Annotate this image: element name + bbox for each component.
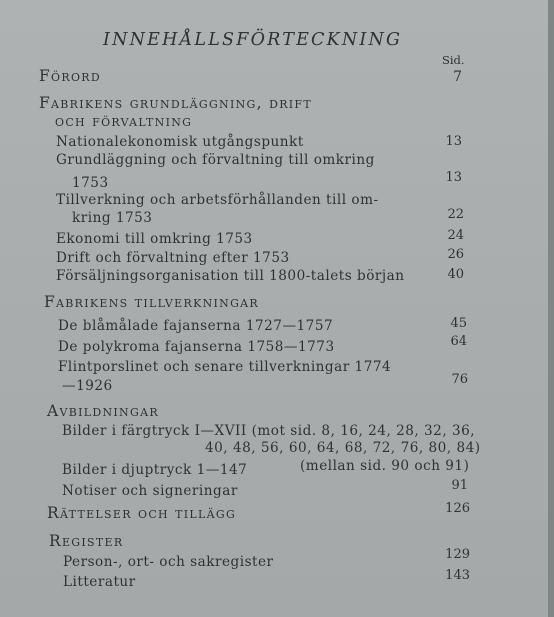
toc-entry-cont: —1926 xyxy=(62,378,113,394)
toc-entry: Grundläggning och förvaltning till omkring xyxy=(56,152,375,168)
page-number: 143 xyxy=(445,568,470,583)
page-number: 40 xyxy=(447,267,464,282)
page-number: 7 xyxy=(453,69,462,85)
toc-entry: Drift och förvaltning efter 1753 xyxy=(56,250,290,266)
toc-entry: De polykroma fajanserna 1758—1773 xyxy=(58,339,335,355)
toc-entry: Bilder i djuptryck 1—147 xyxy=(62,462,248,478)
page-number: 26 xyxy=(447,247,464,262)
page-number: 91 xyxy=(451,478,468,493)
page-number: 64 xyxy=(450,334,467,349)
section-heading: Fabrikens tillverkningar xyxy=(44,293,260,311)
toc-entry: Flintporslinet och senare tillverkningar 1774 xyxy=(58,359,392,375)
page-number: 45 xyxy=(450,316,467,331)
section-heading: Avbildningar xyxy=(47,402,159,420)
page-number: 24 xyxy=(447,228,464,243)
toc-entry: Ekonomi till omkring 1753 xyxy=(56,231,253,247)
page-number: 13 xyxy=(445,134,462,149)
toc-entry: Tillverkning och arbetsförhållanden till om- xyxy=(56,192,379,208)
page-number: 126 xyxy=(445,501,470,516)
page-title: INNEHÅLLSFÖRTECKNING xyxy=(103,30,403,50)
toc-entry: De blåmålade fajanserna 1727—1757 xyxy=(58,318,334,334)
section-heading: Fabrikens grundläggning, drift xyxy=(39,94,313,112)
toc-entry-cont: kring 1753 xyxy=(72,210,153,226)
toc-entry-cont: 1753 xyxy=(72,175,109,191)
toc-entry-cont: 40, 48, 56, 60, 64, 68, 72, 76, 80, 84) xyxy=(205,440,481,456)
page-number: 13 xyxy=(445,170,462,185)
toc-entry: Litteratur xyxy=(63,574,136,590)
toc-entry-note: (mellan sid. 90 och 91) xyxy=(300,458,470,474)
section-heading: Register xyxy=(49,532,124,550)
page-number: 76 xyxy=(451,372,468,387)
toc-entry: Nationalekonomisk utgångspunkt xyxy=(56,134,304,150)
section-corrections: Rättelser och tillägg xyxy=(47,504,237,522)
page-number: 129 xyxy=(445,547,470,562)
section-preface: Förord xyxy=(39,67,101,85)
page-column-label: Sid. xyxy=(442,53,465,67)
toc-entry: Bilder i färgtryck I—XVII (mot sid. 8, 16, 24, 28, 32, 36, xyxy=(62,423,476,439)
toc-entry: Notiser och signeringar xyxy=(62,483,238,499)
page-number: 22 xyxy=(447,207,464,222)
toc-entry: Försäljningsorganisation till 1800-talets början xyxy=(56,268,405,284)
section-heading-cont: och förvaltning xyxy=(55,112,193,130)
toc-entry: Person-, ort- och sakregister xyxy=(63,554,274,570)
